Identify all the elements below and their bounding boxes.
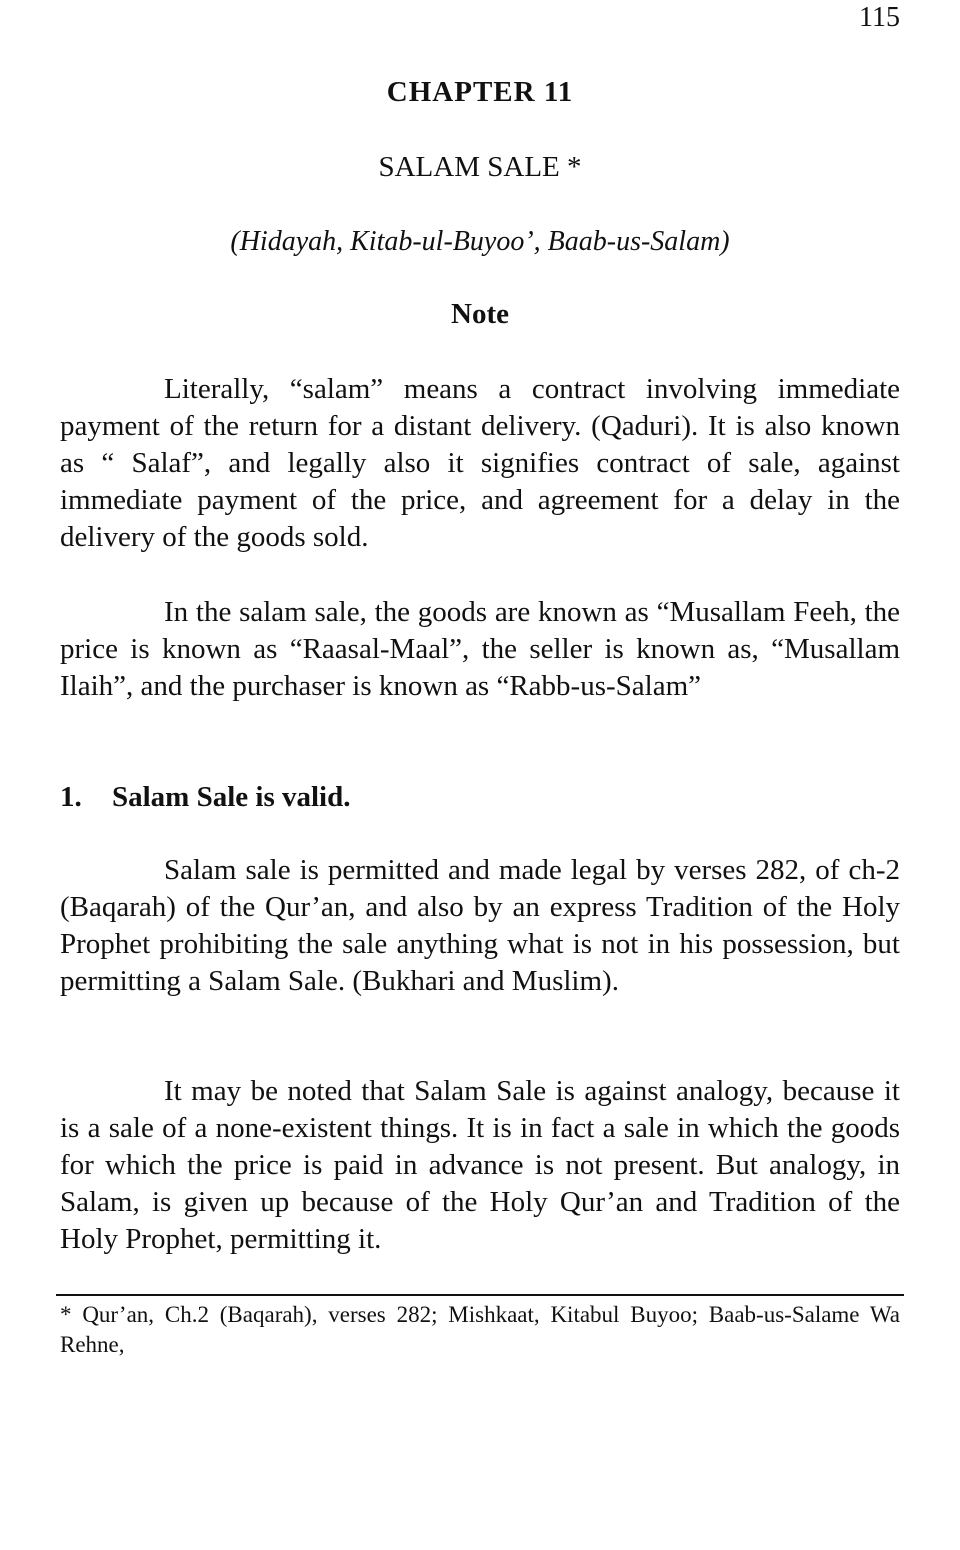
page-number: 115: [859, 2, 900, 33]
paragraph-salam-analogy: It may be noted that Salam Sale is against analogy, because it is a sale of a none-existent things. It is in fact a sale in which the goods for which the price is paid in advance is not present. But analogy, in Salam, is given up because of the Holy Qur’an and Tradition of the Holy Prophet, permitting it.: [60, 1075, 900, 1255]
paragraph-salam-validity: Salam sale is permitted and made legal by verses 282, of ch-2 (Baqarah) of the Qur’an, and also by an express Tradition of the Holy Prophet prohibiting the sale anything what is not in his possession, but permitting a Salam Sale. (Bukhari and Muslim).: [60, 854, 900, 997]
section-number: 1.: [60, 781, 82, 813]
note-heading: Note: [451, 298, 509, 330]
chapter-heading: CHAPTER 11: [386, 76, 574, 108]
section-heading: [60, 781, 351, 814]
paragraph-salam-terms: In the salam sale, the goods are known as “Musallam Feeh, the price is known as “Raasal-Maal”, the seller is known as, “Musallam Ilaih”, and the purchaser is known as “Rabb-us-Salam”: [60, 596, 900, 702]
section-title: Salam Sale is valid.: [112, 781, 351, 813]
footnote: * Qur’an, Ch.2 (Baqarah), verses 282; Mishkaat, Kitabul Buyoo; Baab-us-Salame Wa Rehne,: [60, 1302, 900, 1357]
chapter-title: SALAM SALE *: [378, 151, 582, 183]
paragraph-salam-definition: Literally, “salam” means a contract involving immediate payment of the return for a distant delivery. (Qaduri). It is also known as “ Salaf”, and legally also it signifies contract of sale, against immediate payment of the price, and agreement for a delay in the delivery of the goods sold.: [60, 373, 900, 553]
footnote-rule: [56, 1294, 904, 1296]
source-reference: (Hidayah, Kitab-ul-Buyoo’, Baab-us-Salam): [230, 226, 730, 257]
